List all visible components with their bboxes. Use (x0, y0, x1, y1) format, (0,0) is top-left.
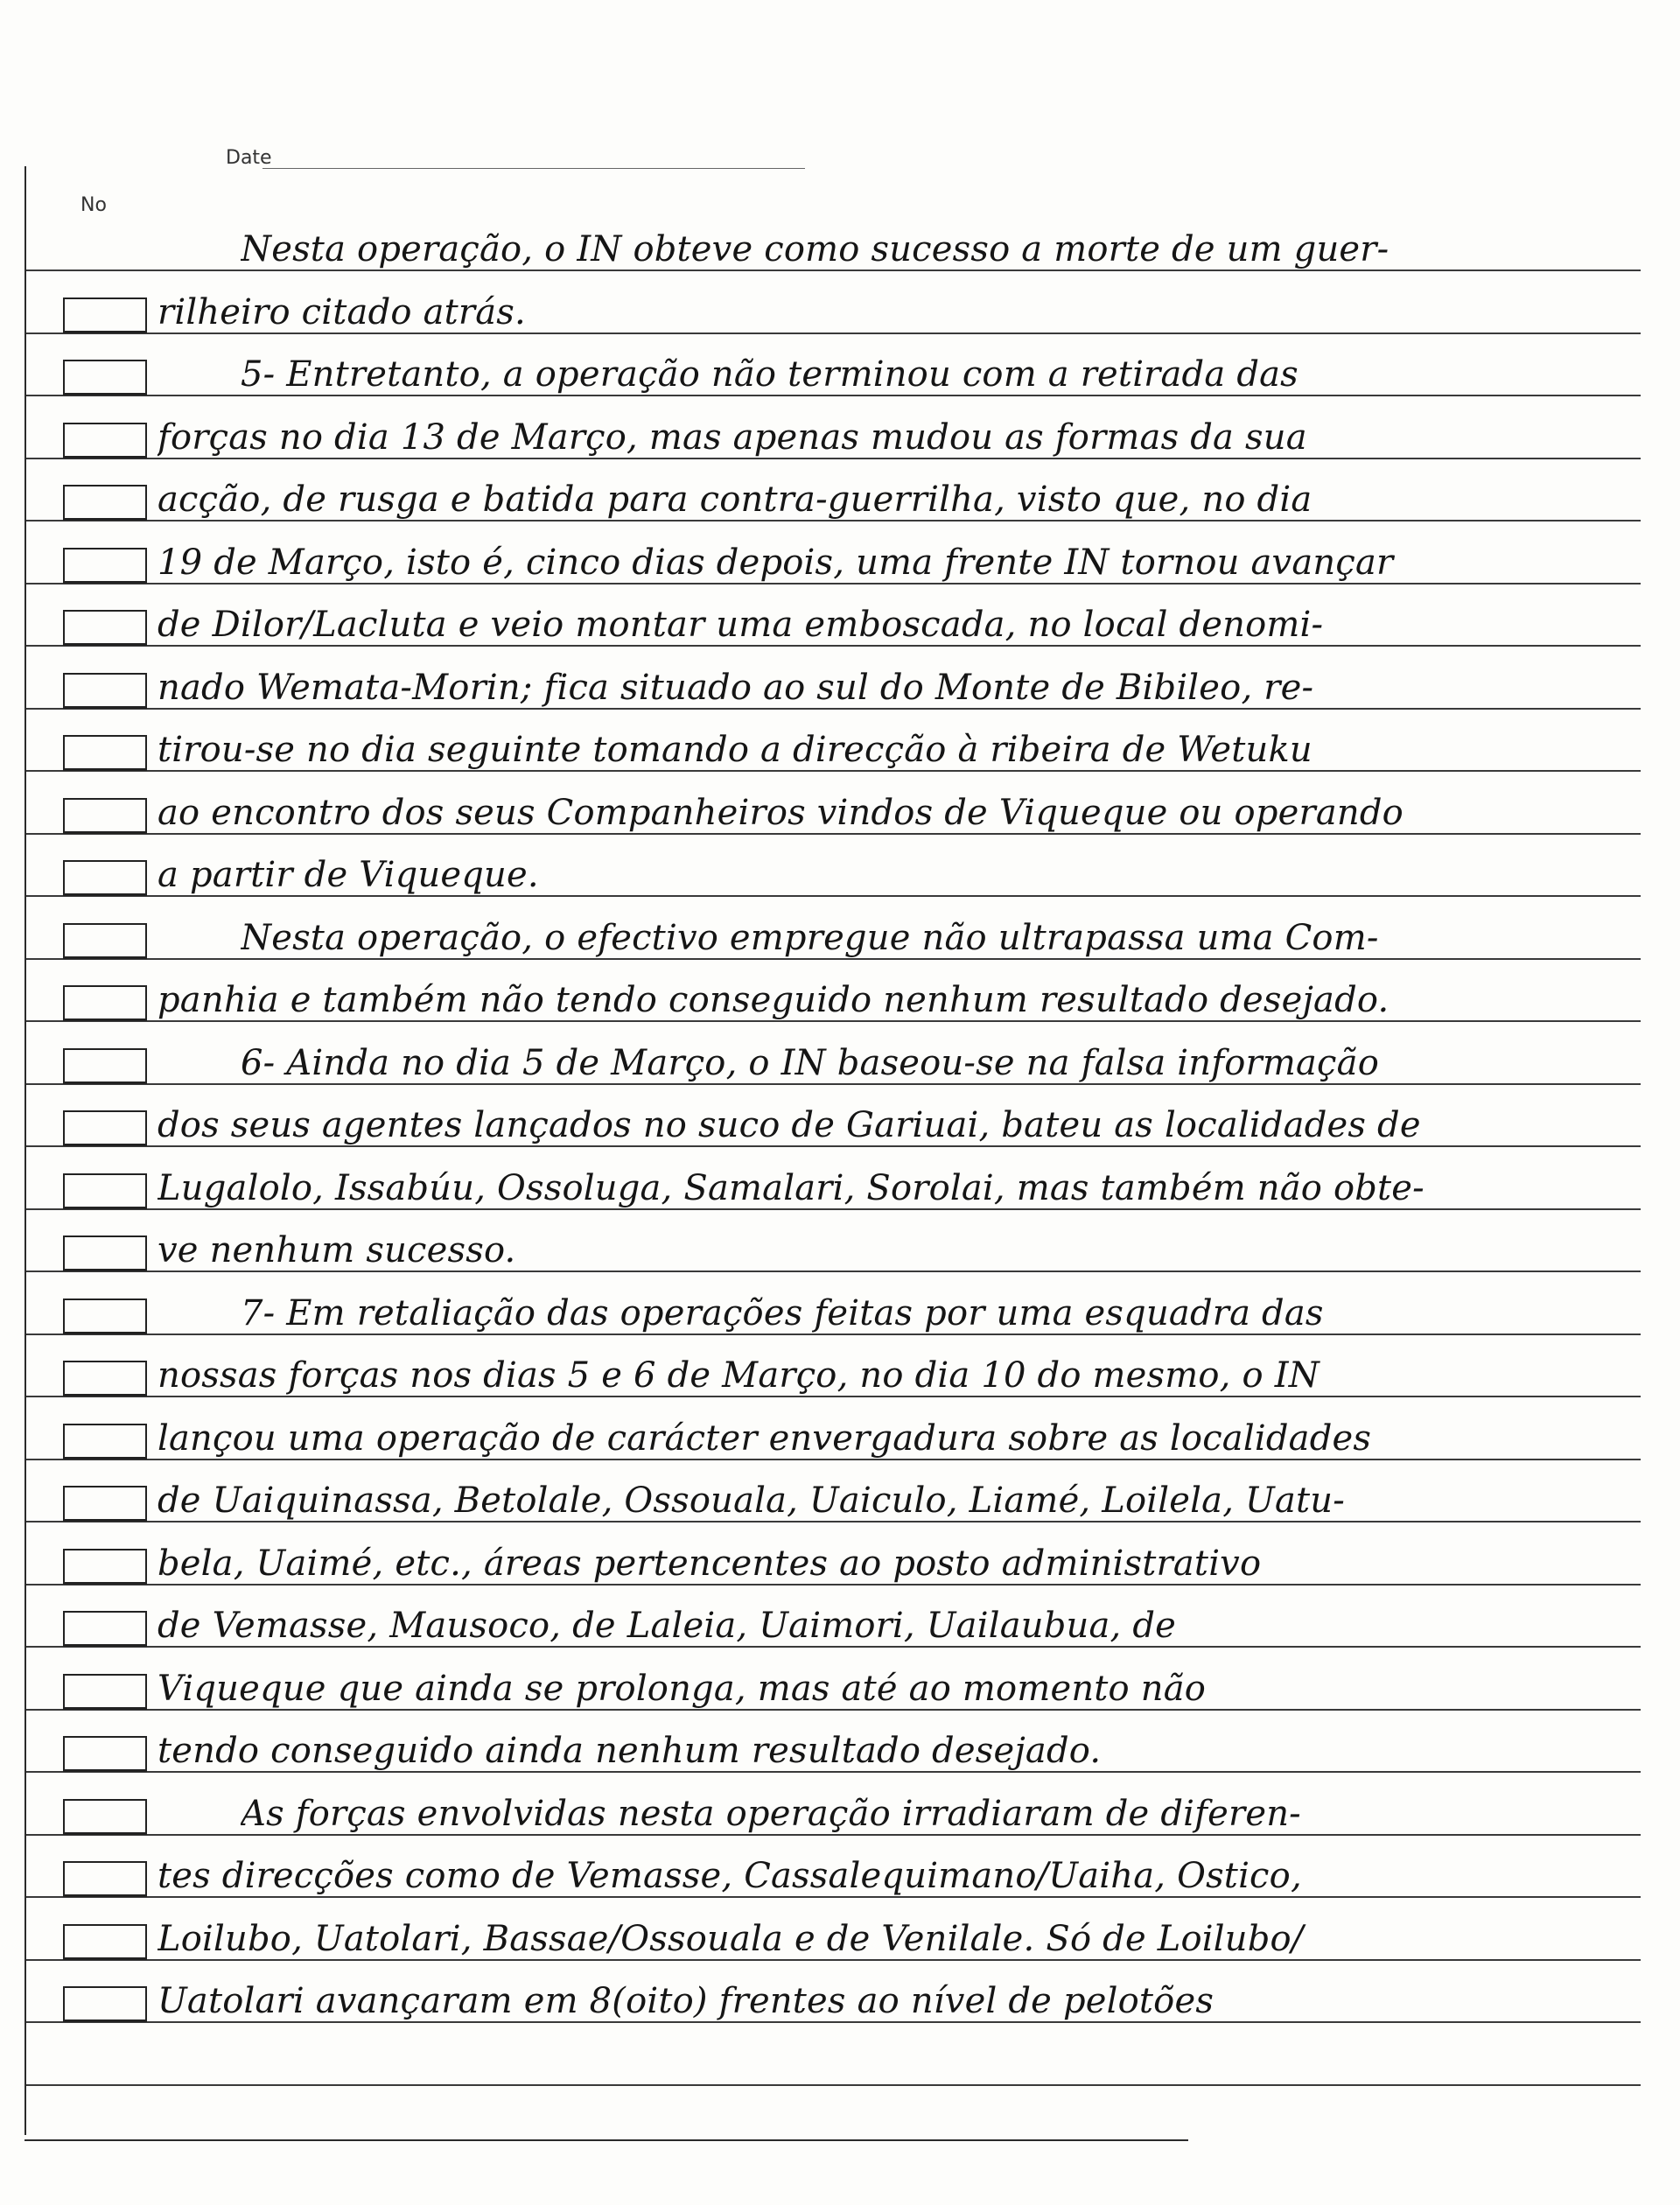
row-checkbox[interactable] (63, 1799, 147, 1835)
handwritten-line: tes direcções como de Vemasse, Cassalequimano/Uaiha, Ostico, (158, 1856, 1302, 1896)
handwritten-line: Viqueque que ainda se prolonga, mas até ao momento não (158, 1669, 1207, 1709)
row-checkbox[interactable] (63, 1110, 147, 1146)
row-checkbox[interactable] (63, 360, 147, 396)
row-checkbox[interactable] (63, 1361, 147, 1396)
row-checkbox[interactable] (63, 1298, 147, 1334)
row-checkbox[interactable] (63, 1424, 147, 1460)
handwritten-line: bela, Uaimé, etc., áreas pertencentes ao posto administrativo (158, 1544, 1262, 1584)
row-checkbox[interactable] (63, 610, 147, 646)
row-checkbox[interactable] (63, 860, 147, 896)
date-underline (262, 168, 805, 169)
date-label: Date (226, 147, 272, 169)
row-checkbox[interactable] (63, 485, 147, 521)
handwritten-line: tendo conseguido ainda nenhum resultado desejado. (158, 1731, 1102, 1771)
row-checkbox[interactable] (63, 1736, 147, 1772)
handwritten-line: de Uaiquinassa, Betolale, Ossouala, Uaiculo, Liamé, Loilela, Uatu- (158, 1480, 1345, 1521)
row-checkbox[interactable] (63, 548, 147, 584)
row-checkbox[interactable] (63, 1173, 147, 1209)
row-checkbox[interactable] (63, 798, 147, 834)
handwritten-line: forças no dia 13 de Março, mas apenas mudou as formas da sua (158, 417, 1307, 458)
row-checkbox[interactable] (63, 1236, 147, 1271)
handwritten-line: panhia e também não tendo conseguido nenhum resultado desejado. (158, 980, 1390, 1020)
row-checkbox[interactable] (63, 1048, 147, 1084)
handwritten-line: dos seus agentes lançados no suco de Gariuai, bateu as localidades de (158, 1105, 1421, 1145)
handwritten-line: a partir de Viqueque. (158, 855, 539, 895)
row-checkbox[interactable] (63, 1924, 147, 1960)
handwritten-line: ve nenhum sucesso. (158, 1230, 516, 1270)
ruled-line (26, 2084, 1641, 2086)
row-checkbox[interactable] (63, 673, 147, 709)
handwritten-line: ao encontro dos seus Companheiros vindos de Viqueque ou operando (158, 793, 1404, 833)
handwritten-line: As forças envolvidas nesta operação irradiaram de diferen- (241, 1794, 1301, 1834)
row-checkbox[interactable] (63, 298, 147, 333)
handwritten-line: lançou uma operação de carácter envergadura sobre as localidades (158, 1418, 1372, 1459)
row-checkbox[interactable] (63, 1611, 147, 1647)
row-checkbox[interactable] (63, 985, 147, 1021)
row-checkbox[interactable] (63, 1486, 147, 1522)
handwritten-line: de Dilor/Lacluta e veio montar uma emboscada, no local denomi- (158, 605, 1324, 645)
row-checkbox[interactable] (63, 423, 147, 458)
handwritten-line: de Vemasse, Mausoco, de Laleia, Uaimori, Uailaubua, de (158, 1606, 1177, 1646)
bottom-rule (24, 2139, 1188, 2141)
handwritten-line: tirou-se no dia seguinte tomando a direcção à ribeira de Wetuku (158, 730, 1312, 770)
number-label: No (80, 194, 107, 216)
row-checkbox[interactable] (63, 1861, 147, 1897)
handwritten-line: 6- Ainda no dia 5 de Março, o IN baseou-se na falsa informação (241, 1043, 1379, 1083)
handwritten-line: 7- Em retaliação das operações feitas por uma esquadra das (241, 1293, 1324, 1334)
handwritten-line: nossas forças nos dias 5 e 6 de Março, no dia 10 do mesmo, o IN (158, 1355, 1320, 1396)
handwritten-line: rilheiro citado atrás. (158, 292, 526, 332)
handwritten-line: Loilubo, Uatolari, Bassae/Ossouala e de Venilale. Só de Loilubo/ (158, 1919, 1304, 1959)
row-checkbox[interactable] (63, 923, 147, 959)
handwritten-line: Nesta operação, o efectivo empregue não ultrapassa uma Com- (241, 918, 1379, 958)
left-margin-rule (24, 166, 26, 2135)
handwritten-line: nado Wemata-Morin; fica situado ao sul do Monte de Bibileo, re- (158, 668, 1314, 708)
row-checkbox[interactable] (63, 1549, 147, 1585)
handwritten-line: 19 de Março, isto é, cinco dias depois, uma frente IN tornou avançar (158, 542, 1394, 583)
handwritten-line: Uatolari avançaram em 8(oito) frentes ao nível de pelotões (158, 1981, 1214, 2021)
handwritten-line: acção, de rusga e batida para contra-guerrilha, visto que, no dia (158, 480, 1312, 520)
handwritten-line: Lugalolo, Issabúu, Ossoluga, Samalari, Sorolai, mas também não obte- (158, 1168, 1424, 1208)
handwritten-line: Nesta operação, o IN obteve como sucesso a morte de um guer- (241, 229, 1390, 270)
handwritten-line: 5- Entretanto, a operação não terminou com a retirada das (241, 354, 1298, 395)
row-checkbox[interactable] (63, 1986, 147, 2022)
row-checkbox[interactable] (63, 735, 147, 771)
row-checkbox[interactable] (63, 1674, 147, 1710)
